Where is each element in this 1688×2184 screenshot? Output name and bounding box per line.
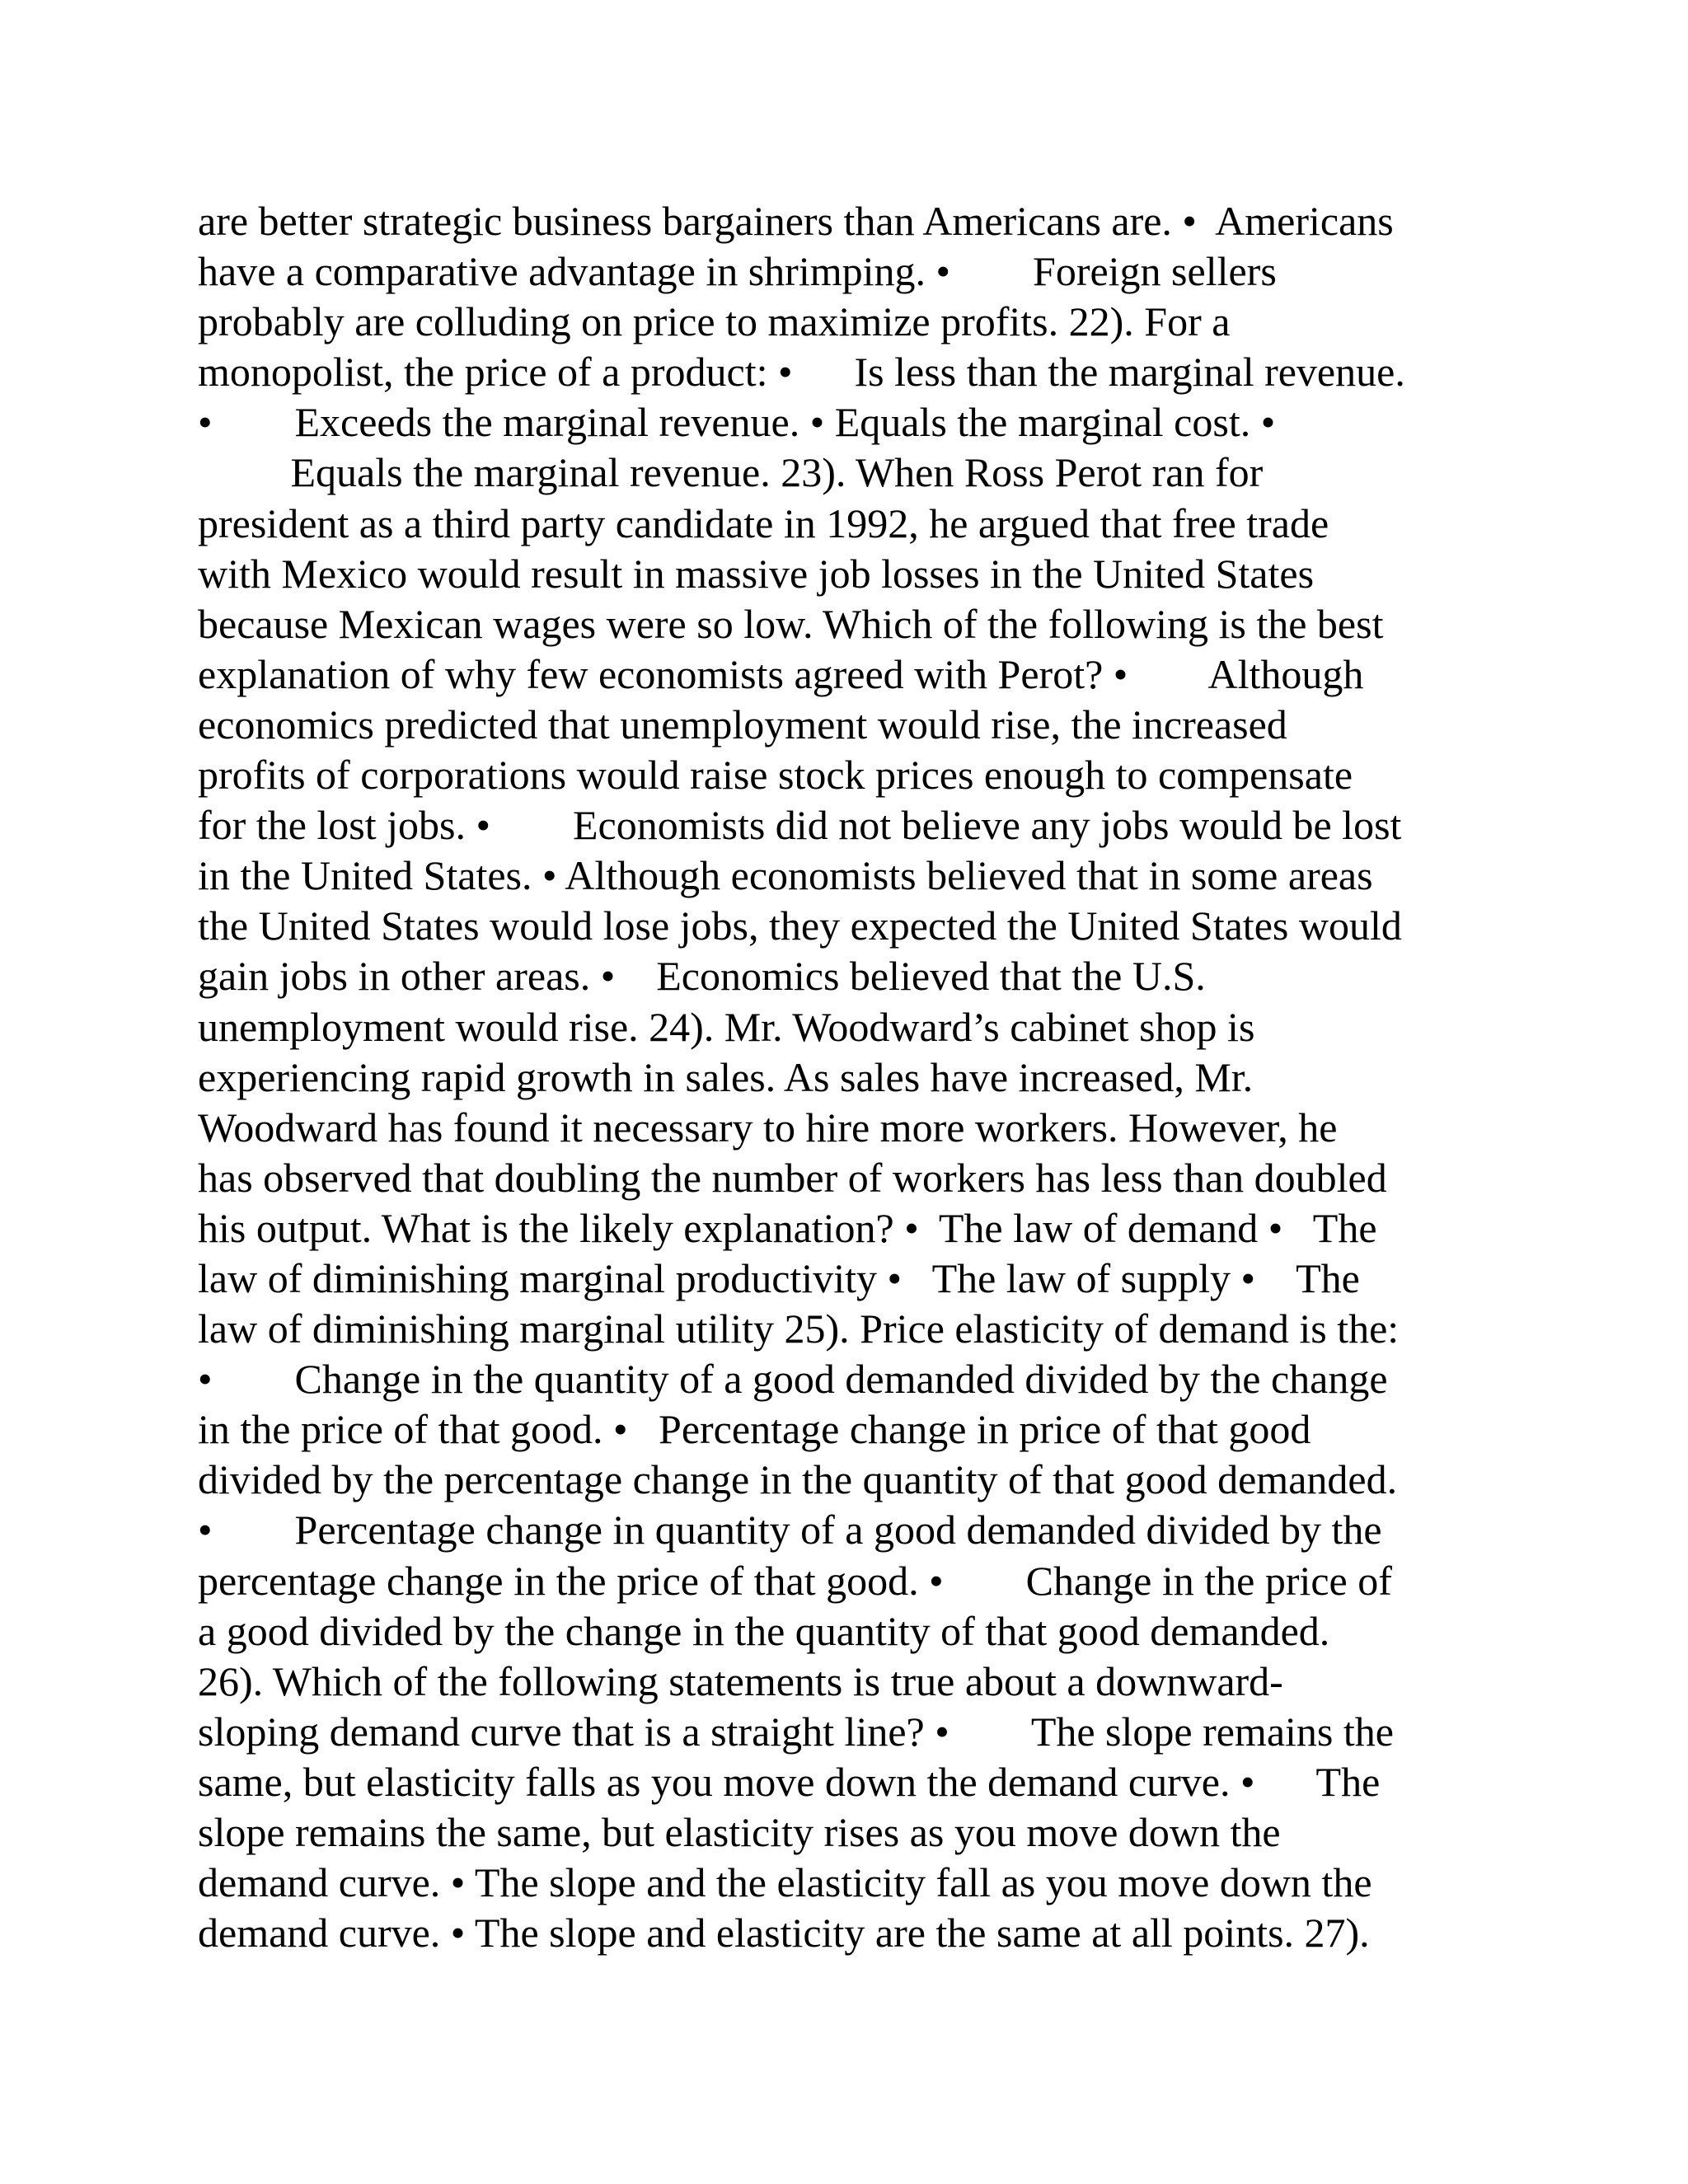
text-line: probably are colluding on price to maximize profits. 22). For a xyxy=(198,298,1231,345)
text-line: • Change in the quantity of a good demanded divided by the change xyxy=(198,1356,1388,1403)
text-line: have a comparative advantage in shrimping. • Foreign sellers xyxy=(198,248,1277,295)
body-text xyxy=(198,196,1566,1958)
text-line: are better strategic business bargainers than Americans are. • Americans xyxy=(198,198,1394,244)
text-line: law of diminishing marginal utility 25). Price elasticity of demand is the: xyxy=(198,1305,1400,1352)
text-line: a good divided by the change in the quantity of that good demanded. xyxy=(198,1607,1330,1654)
text-line: experiencing rapid growth in sales. As sales have increased, Mr. xyxy=(198,1053,1254,1100)
text-line: for the lost jobs. • Economists did not believe any jobs would be lost xyxy=(198,802,1402,849)
text-line: sloping demand curve that is a straight line? • The slope remains the xyxy=(198,1708,1394,1755)
text-line: law of diminishing marginal productivity • The law of supply • The xyxy=(198,1254,1360,1301)
text-line: because Mexican wages were so low. Which of the following is the best xyxy=(198,600,1384,647)
text-line: • Exceeds the marginal revenue. • Equals the marginal cost. • xyxy=(198,399,1276,446)
text-line: has observed that doubling the number of workers has less than doubled xyxy=(198,1154,1387,1201)
text-line: in the price of that good. • Percentage change in price of that good xyxy=(198,1406,1311,1453)
text-line: • Percentage change in quantity of a good demanded divided by the xyxy=(198,1507,1382,1554)
text-line: gain jobs in other areas. • Economics believed that the U.S. xyxy=(198,953,1206,1000)
text-line: same, but elasticity falls as you move down the demand curve. • The xyxy=(198,1758,1381,1805)
text-line: profits of corporations would raise stock prices enough to compensate xyxy=(198,752,1353,799)
text-line: demand curve. • The slope and elasticity are the same at all points. 27). xyxy=(198,1910,1370,1957)
text-line: the United States would lose jobs, they expected the United States would xyxy=(198,902,1402,949)
text-line: 26). Which of the following statements is true about a downward- xyxy=(198,1657,1283,1704)
text-line: with Mexico would result in massive job losses in the United States xyxy=(198,550,1315,597)
text-line: Equals the marginal revenue. 23). When Ross Perot ran for xyxy=(198,449,1264,496)
text-line: slope remains the same, but elasticity rises as you move down the xyxy=(198,1809,1281,1855)
text-line: in the United States. • Although economists believed that in some areas xyxy=(198,852,1373,899)
text-line: explanation of why few economists agreed with Perot? • Although xyxy=(198,650,1364,697)
text-line: Woodward has found it necessary to hire more workers. However, he xyxy=(198,1104,1338,1151)
text-line: his output. What is the likely explanation? • The law of demand • The xyxy=(198,1204,1377,1251)
text-line: demand curve. • The slope and the elasticity fall as you move down the xyxy=(198,1859,1372,1906)
text-line: unemployment would rise. 24). Mr. Woodward’s cabinet shop is xyxy=(198,1003,1255,1050)
text-line: percentage change in the price of that good. • Change in the price of xyxy=(198,1557,1392,1604)
text-line: president as a third party candidate in 1992, he argued that free trade xyxy=(198,499,1329,546)
text-line: divided by the percentage change in the quantity of that good demanded. xyxy=(198,1456,1398,1503)
text-line: monopolist, the price of a product: • Is less than the marginal revenue. xyxy=(198,349,1405,396)
text-line: economics predicted that unemployment would rise, the increased xyxy=(198,701,1287,748)
